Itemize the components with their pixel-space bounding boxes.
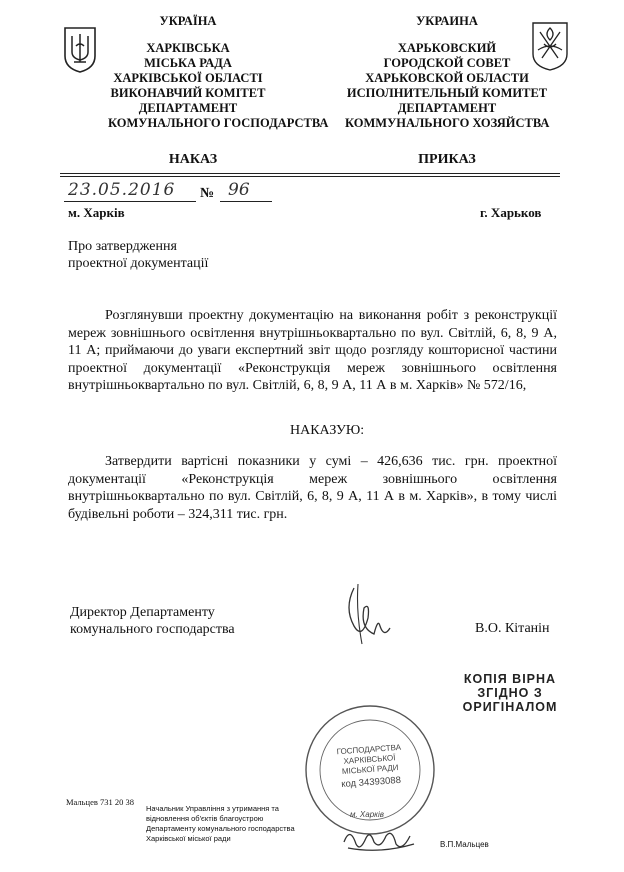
header-right-line: ДЕПАРТАМЕНТ [397, 101, 497, 115]
ukraine-coat-of-arms-icon [62, 26, 98, 74]
executor-contact: Мальцев 731 20 38 [66, 797, 134, 807]
header-left [108, 14, 329, 131]
decree-paragraph: Затвердити вартісні показники у сумі – 426,636 тис. грн. проектної документації «Реконструкція мереж зовнішнього освітлення внутрішньоквартально по вул. Світлій, 6, 8, 9 А, 11 А в м. Харків», в тому числі будівельні роботи – 324,311 тис. грн. [68, 454, 557, 522]
doc-type-ua: НАКАЗ [168, 152, 218, 167]
certifier-line: Харківської міської ради [146, 834, 231, 843]
seal-city: м. Харків [350, 810, 384, 819]
signatory-position-line: комунального господарства [70, 622, 235, 637]
city-ua: м. Харків [68, 205, 125, 220]
subject-line: Про затвердження [68, 239, 177, 254]
copy-stamp-line: ОРИГІНАЛОМ [462, 700, 558, 714]
header-left-line: ДЕПАРТАМЕНТ [138, 101, 238, 115]
director-signature [340, 578, 400, 648]
date-underline [64, 201, 196, 202]
header-right-line: ИСПОЛНИТЕЛЬНЫЙ КОМИТЕТ [346, 86, 548, 100]
signatory-position-line: Директор Департаменту [70, 605, 215, 620]
header-left-line: ВИКОНАВЧИЙ КОМІТЕТ [110, 86, 266, 100]
header-right-country: УКРАИНА [416, 14, 478, 28]
seal-code: код 34393088 [340, 774, 402, 791]
order-number-sign: № [200, 186, 215, 201]
header-left-line: КОМУНАЛЬНОГО ГОСПОДАРСТВА [108, 116, 329, 130]
city-ru: г. Харьков [480, 205, 542, 220]
certifier-signature [340, 822, 420, 858]
doc-type-ru: ПРИКАЗ [418, 152, 476, 167]
header-right [345, 14, 549, 131]
seal-line: МІСЬКОЇ РАДИ [341, 763, 399, 776]
certifier-title [146, 804, 295, 844]
header-right-line: ХАРЬКОВСКИЙ [397, 41, 497, 55]
certifier-line: Департаменту комунального господарства [146, 824, 295, 833]
copy-true-stamp [455, 672, 565, 714]
certifier-line: Начальник Управління з утримання та [146, 804, 279, 813]
preamble-paragraph: Розглянувши проектну документацію на виконання робіт з реконструкції мереж зовнішнього освітлення внутрішньоквартально по вул. Світлій, 6, 8, 9 А, 11 А; приймаючи до уваги експертний звіт щодо розгляду кошторисної частини проектної документації «Реконструкція мереж зовнішнього освітлення внутрішньоквартально по вул. Світлій, 6, 8, 9 А, 11 А в м. Харків» № 572/16, [68, 308, 557, 393]
header-left-line: МІСЬКА РАДА [144, 56, 232, 70]
header-divider [60, 173, 560, 177]
copy-stamp-line: КОПІЯ ВІРНА [463, 672, 557, 686]
subject [68, 238, 208, 272]
number-underline [220, 201, 272, 202]
signatory-name: В.О. Кітанін [475, 621, 550, 636]
seal-text [333, 743, 408, 791]
certifier-name: В.П.Мальцев [440, 840, 489, 849]
seal-line: ГОСПОДАРСТВА [336, 742, 402, 757]
order-date: 23.05.2016 [68, 180, 176, 200]
header-left-line: ХАРКІВСЬКА [146, 41, 230, 55]
header-right-line: ГОРОДСКОЙ СОВЕТ [383, 56, 511, 70]
header-left-country: УКРАЇНА [159, 14, 217, 28]
order-word: НАКАЗУЮ: [290, 423, 365, 438]
copy-stamp-line: ЗГІДНО З [477, 686, 543, 700]
certifier-line: відновлення об'єктів благоустрою [146, 814, 264, 823]
header-left-line: ХАРКІВСЬКОЇ ОБЛАСТІ [113, 71, 263, 85]
subject-line: проектної документації [68, 256, 209, 271]
signatory-position [70, 604, 235, 638]
header-right-line: ХАРЬКОВСКОЙ ОБЛАСТИ [365, 71, 529, 85]
order-number: 96 [228, 180, 250, 200]
seal-line: ХАРКІВСЬКОЇ [343, 753, 396, 766]
header-right-line: КОММУНАЛЬНОГО ХОЗЯЙСТВА [345, 116, 550, 130]
